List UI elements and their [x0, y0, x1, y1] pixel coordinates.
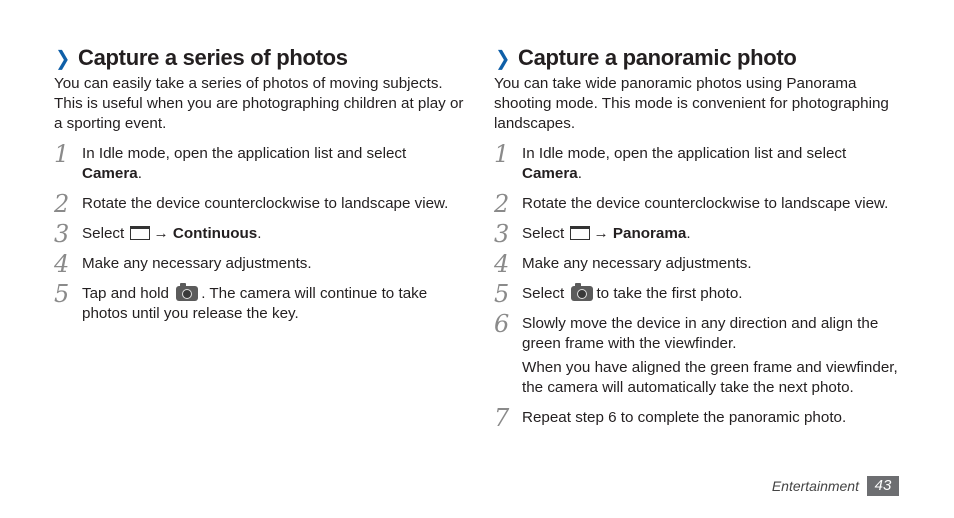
step-text: Make any necessary adjustments.: [82, 255, 312, 272]
step-item: [494, 310, 909, 398]
step-number: 6: [494, 310, 510, 338]
step-number: 7: [494, 404, 510, 432]
step-number: 1: [54, 140, 70, 168]
step-item: [494, 220, 909, 248]
step-number: 5: [494, 280, 510, 308]
step-text-end: .: [577, 165, 582, 182]
step-text: Tap and hold: [82, 285, 169, 302]
step-text-end: .: [257, 225, 262, 242]
chevron-right-icon: ❯: [495, 47, 511, 70]
step-item: [54, 280, 464, 324]
page-footer: [772, 476, 899, 496]
step-number: 1: [494, 140, 510, 168]
step-item: [54, 250, 464, 278]
step-text: Select: [522, 285, 565, 302]
steps-list: [54, 140, 464, 324]
section-title: Capture a panoramic photo: [518, 45, 797, 70]
steps-list: [494, 140, 909, 432]
footer-section-name: Entertainment: [771, 478, 859, 494]
step-bold: Camera: [522, 165, 578, 182]
step-item: [54, 190, 464, 218]
camera-shutter-icon: [176, 286, 198, 301]
step-number: 2: [54, 190, 70, 218]
step-text-end: .: [137, 165, 142, 182]
step-item: [54, 140, 464, 184]
section-title: Capture a series of photos: [78, 45, 348, 70]
step-number: 3: [494, 220, 510, 248]
arrow-glyph: →: [153, 225, 169, 242]
right-column: [494, 42, 909, 438]
camera-shutter-icon: [571, 286, 593, 301]
step-item: [494, 280, 909, 308]
step-bold: Continuous: [172, 225, 258, 242]
page-number-badge: 43: [867, 476, 899, 496]
step-text-end: . The camera will continue to take photos until you release the key.: [82, 285, 428, 322]
step-text-end: .: [686, 225, 691, 242]
step-number: 4: [54, 250, 70, 278]
section-heading-panorama: [494, 42, 909, 74]
step-number: 3: [54, 220, 70, 248]
step-bold: Camera: [82, 165, 138, 182]
chevron-right-icon: ❯: [55, 47, 71, 70]
section-intro: You can easily take a series of photos of moving subjects. This is useful when you are photographing children at play or a sporting event.: [54, 75, 464, 132]
step-item: [494, 190, 909, 218]
step-item: [494, 404, 909, 432]
step-item: [54, 220, 464, 248]
step-text: Make any necessary adjustments.: [522, 255, 752, 272]
camera-mode-window-icon: [130, 226, 150, 240]
step-item: [494, 140, 909, 184]
section-heading-series: [54, 42, 464, 74]
step-note: When you have aligned the green frame and viewfinder, the camera will automatically take the next photo.: [522, 359, 898, 396]
arrow-glyph: →: [593, 225, 609, 242]
step-text: Repeat step 6 to complete the panoramic photo.: [522, 409, 847, 426]
step-number: 5: [54, 280, 70, 308]
step-text: In Idle mode, open the application list and select: [522, 145, 847, 162]
step-text: Select: [82, 225, 125, 242]
step-text: Slowly move the device in any direction and align the green frame with the viewfinder.: [522, 315, 879, 352]
step-bold: Panorama: [612, 225, 687, 242]
camera-mode-window-icon: [570, 226, 590, 240]
step-text: Rotate the device counterclockwise to landscape view.: [522, 195, 889, 212]
step-text: Rotate the device counterclockwise to landscape view.: [82, 195, 449, 212]
step-text: In Idle mode, open the application list and select: [82, 145, 407, 162]
step-number: 2: [494, 190, 510, 218]
step-text: Select: [522, 225, 565, 242]
left-column: [54, 42, 464, 334]
step-item: [494, 250, 909, 278]
section-intro: You can take wide panoramic photos using Panorama shooting mode. This mode is convenient for photographing landscapes.: [494, 75, 889, 132]
step-text-end: to take the first photo.: [596, 285, 743, 302]
step-number: 4: [494, 250, 510, 278]
